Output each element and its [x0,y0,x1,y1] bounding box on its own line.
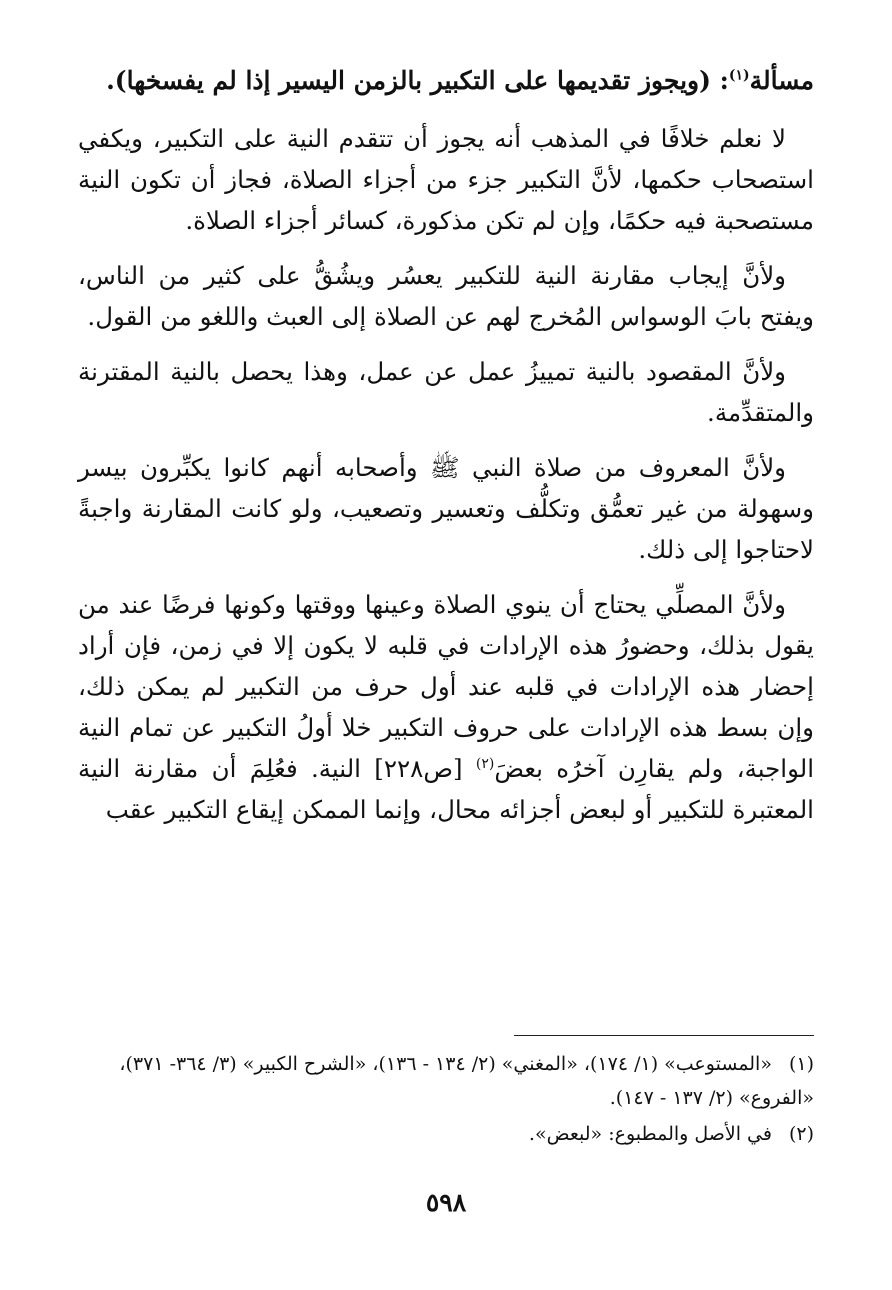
page-body [78,60,814,844]
footnote-ref-2[interactable]: (٢) [475,755,495,772]
issue-text: : (ويجوز تقديمها على التكبير بالزمن اليسير إذا لم يفسخها). [106,66,729,95]
paragraph-2: ولأنَّ إيجاب مقارنة النية للتكبير يعسُر ويشُقُّ على كثير من الناس، ويفتح بابَ الوسواس المُخرج لهم عن الصلاة إلى العبث واللغو من القول. [78,261,814,331]
paragraph-3: ولأنَّ المقصود بالنية تمييزُ عمل عن عمل، وهذا يحصل بالنية المقترنة والمتقدِّمة. [78,357,814,427]
footnote-text: «المستوعب» (١/ ١٧٤)، «المغني» (٢/ ١٣٤ - ١٣٦)، «الشرح الكبير» (٣/ ٣٦٤- ٣٧١)، «الفروع» (٢/ ١٣٧ - ١٤٧). [119,1053,814,1109]
paragraph-5-part2: [ص٢٢٨] النية. فعُلِمَ أن مقارنة النية المعتبرة للتكبير أو لبعض أجزائه محال، وإنما الممكن إيقاع التكبير عقب [78,754,814,824]
paragraph-4: ولأنَّ المعروف من صلاة النبي ﷺ وأصحابه أنهم كانوا يكبِّرون بيسر وسهولة من غير تعمُّق وتكلُّف وتعسير وتصعيب، ولو كانت المقارنة واجبةً لاحتاجوا إلى ذلك. [78,453,814,564]
paragraph-1: لا نعلم خلافًا في المذهب أنه يجوز أن تتقدم النية على التكبير، ويكفي استصحاب حكمها، لأنَّ التكبير جزء من أجزاء الصلاة، فجاز أن تكون النية مستصحبة فيه حكمًا، وإن لم تكن مذكورة، كسائر أجزاء الصلاة. [78,124,814,235]
issue-heading [78,60,814,102]
footnote-divider [514,1035,814,1036]
footnote-text: في الأصل والمطبوع: «لبعض». [528,1123,772,1145]
issue-label: مسألة [749,66,814,95]
footnotes [78,1047,814,1153]
footnote-number: (٢) [788,1123,814,1145]
footnote-2 [78,1117,814,1151]
paragraph-5 [78,584,814,830]
footnote-number: (١) [788,1053,814,1075]
footnote-ref-1[interactable]: (١) [728,67,750,84]
page-number: ٥٩٨ [425,1188,467,1217]
footnote-1 [78,1047,814,1115]
paragraph-5-part1: ولأنَّ المصلِّي يحتاج أن ينوي الصلاة وعينها ووقتها وكونها فرضًا عند من يقول بذلك، وحضورُ هذه الإرادات في قلبه لا يكون إلا في زمن، فإن أراد إحضار هذه الإرادات في قلبه عند أول حرف من التكبير لم يمكن ذلك، وإن بسط هذه الإرادات على حروف التكبير خلا أولُ التكبير عن تمام النية الواجبة، ولم يقارِن آخرُه بعضَ [78,590,814,783]
